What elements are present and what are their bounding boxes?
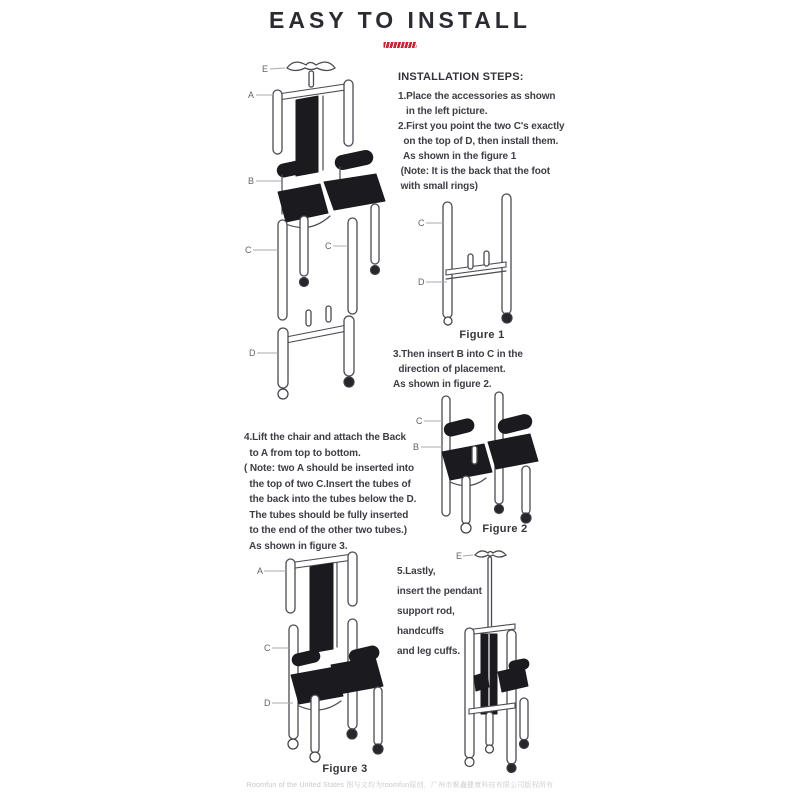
part-label-a [248,90,273,100]
svg-text:A: A [257,566,264,576]
step-line: As shown in figure 2. [393,379,492,390]
step-line: the top of two C.Insert the tubes of [244,478,411,490]
part-label-b [248,176,281,186]
step-line: 3.Then insert B into C in the [393,349,523,360]
seat-unit-part-b [276,149,385,286]
step-line: As shown in the figure 1 [398,151,517,162]
svg-text:B: B [248,176,255,186]
part-label-c-left [245,245,278,255]
copyright-footer: Roomfun of the United States 图与文均为roomfun原创，广州市聚鑫健康科技有限公司版权所有 [246,782,554,789]
step-line: 5.Lastly, [397,566,436,577]
step-line: the back into the tubes below the D. [244,494,417,505]
step-line: direction of placement. [393,364,506,375]
base-frame-part-d [278,306,354,399]
svg-text:C: C [245,245,252,255]
step-line: insert the pendant [397,586,482,597]
svg-text:C: C [325,241,332,251]
step-line: to A from top to bottom. [244,447,361,459]
svg-text:A: A [248,90,255,100]
step-line: to the end of the other two tubes.) [244,525,407,536]
svg-text:C: C [416,416,423,426]
figure3-diagram [253,551,405,765]
svg-text:D: D [418,277,425,287]
svg-text:E: E [456,551,463,561]
red-hatched-badge [384,42,417,48]
figure2-caption: Figure 2 [482,523,528,535]
step-line: 4.Lift the chair and attach the Back [244,432,406,443]
part-label-e [262,64,285,74]
step-line: in the left picture. [398,106,488,117]
step-line: on the top of D, then install them. [398,136,559,147]
step-line: and leg cuffs. [397,646,461,657]
figure1-diagram [413,186,565,328]
step-line: handcuffs [397,626,444,637]
page-title: EASY TO INSTALL [269,7,531,33]
figure2-diagram [406,390,566,538]
step-line: 1.Place the accessories as shown [398,91,556,102]
step-line: 2.First you point the two C's exactly [398,121,565,132]
exploded-parts-diagram [240,56,405,420]
part-label-b [413,442,442,452]
step-line: (Note: It is the back that the foot [398,166,550,177]
headrest-hook-part-e [287,62,335,87]
part-label-c-mid [325,241,348,251]
svg-text:D: D [249,348,256,358]
figure3-caption: Figure 3 [322,763,368,775]
svg-text:B: B [413,442,420,452]
step-line: ( Note: two A should be inserted into [244,463,414,474]
part-label-c [418,218,443,228]
svg-text:C: C [418,218,425,228]
part-label-c [264,643,289,653]
step-line: The tubes should be fully inserted [244,509,409,521]
upright-tubes-part-c [278,218,357,320]
part-label-e [456,551,473,561]
svg-text:D: D [264,698,271,708]
step4-block [244,430,416,554]
part-label-c [416,416,442,426]
step-line: As shown in figure 3. [244,540,348,552]
svg-text:C: C [264,643,271,653]
step3-block [393,347,523,392]
steps-heading: INSTALLATION STEPS: [398,71,524,83]
assembled-chair-diagram [441,546,573,778]
part-label-a [257,566,286,576]
figure1-caption: Figure 1 [459,329,505,341]
step-line: with small rings) [398,181,478,192]
step-line: support rod, [397,606,455,617]
installation-steps-block [398,70,565,194]
part-label-d [249,348,278,358]
svg-text:E: E [262,64,269,74]
